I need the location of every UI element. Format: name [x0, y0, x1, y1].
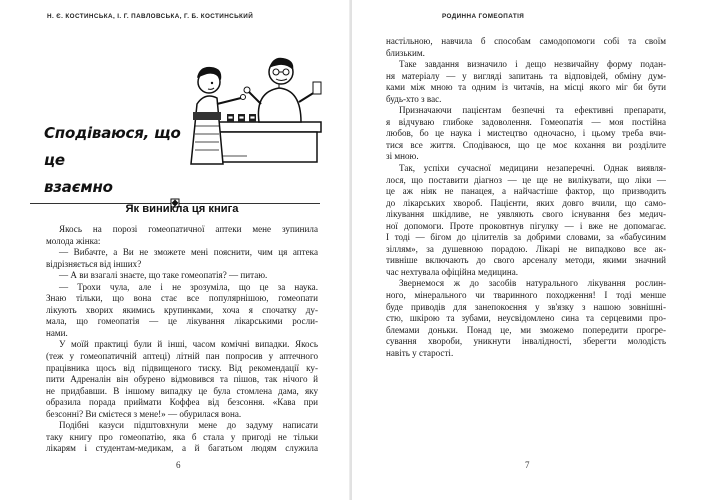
running-head-left: Н. Є. КОСТИНСЬКА, І. Г. ПАВЛОВСЬКА, Г. Б. КОСТИНСЬКИЙ	[47, 13, 254, 20]
text-line: Таке завдання визначило і дещо незвичайну форму подан-	[399, 59, 666, 70]
text-line: сування хвороби, уникнути інвалідності, зберегти молодість	[386, 336, 666, 347]
right-body-text	[386, 36, 666, 359]
text-line: Подібні казуси підштовхнули мене до задуму написати	[59, 420, 318, 431]
page-number-right: 7	[525, 460, 530, 470]
text-line: (теж у гомеопатичній аптеці) літній пан попросив у аптечного	[46, 351, 318, 362]
text-line: відрізняється від інших?	[46, 258, 142, 269]
left-body-text	[46, 224, 318, 455]
text-line: ного, мінерального чи тваринного походження! І тоді менше	[386, 290, 666, 301]
text-line: нами.	[46, 327, 68, 338]
page-number-left: 6	[176, 460, 181, 470]
text-line: ками між мною та одним із читачів, на місці якого міг би бути	[386, 82, 666, 93]
text-line: час нехтувала офіційна медицина.	[386, 266, 519, 277]
text-line: до лікарських хвороб. Пацієнти, яких довго вчили, що само-	[386, 197, 666, 208]
text-line: таку книгу про гомеопатію, яка б стала у пригоді не тільки	[46, 431, 318, 442]
text-line: мала, що гомеопатія — це лікування лікарськими росли-	[46, 316, 318, 327]
text-line: ної допомоги. Проте проковтнув пігулку — і вже не допомагає.	[386, 220, 666, 231]
right-page	[352, 0, 705, 500]
text-line: тивніше включають до свого арсеналу методи, якими значний	[386, 255, 666, 266]
text-line: Призначаючи пацієнтам безпечні та ефективні препарати,	[399, 105, 666, 116]
text-line: любов, бо це наука і мистецтво одночасно, і цьому треба вчи-	[386, 128, 666, 139]
text-line: навіть у старості.	[386, 347, 454, 358]
text-line: не придбавши. В іншому випадку це була стомлена дама, яку	[46, 385, 318, 396]
text-line: зі мною.	[386, 151, 419, 162]
text-line: зіллям», за душевною порадою. Лікарі не випадково все ак-	[386, 243, 666, 254]
text-line: молода жінка:	[46, 235, 101, 246]
text-line: лікують хворих якимись крупинками, хоча я спочатку ду-	[46, 304, 318, 315]
text-line: ня матеріалу — у вигляді запитань та відповідей, обміну дум-	[386, 70, 666, 81]
text-line: І тоді — бігом до цілителів за добрими словами, за «бабусиним	[386, 232, 666, 243]
hero-title-line-2: взаємно	[44, 178, 113, 196]
text-line: я відчуваю глибоке задоволення. Гомеопатія — моя постійна	[386, 116, 666, 127]
text-line: — А ви взагалі знаєте, що таке гомеопатія? — питаю.	[59, 270, 268, 281]
left-page	[0, 0, 350, 500]
text-line: стю, шкірою та зубами, неусвідомлено сина та серцевими про-	[386, 313, 666, 324]
text-line: будь-хто з вас.	[386, 93, 442, 104]
text-line: лікування шкідливе, не уявляють свого існування без медич-	[386, 209, 666, 220]
hero-title-line-1: Сподіваюся, що це	[44, 124, 181, 169]
text-line: Звернемося ж до засобів натурального лікування рослин-	[399, 278, 666, 289]
text-line: пити Адреналін він обурено відмовився та пішов, так нічого й	[46, 374, 318, 385]
text-line: — Трохи чула, але і не зрозуміла, що це за наука.	[59, 281, 318, 292]
text-line: буде приводів для занепокоєння у зв'язку з нашою зовнішні-	[386, 301, 666, 312]
text-line: — Вибачте, а Ви не зможете мені пояснити, чим ця аптека	[59, 247, 318, 258]
text-line: Якось на порозі гомеопатичної аптеки мене зупинила	[59, 224, 318, 234]
text-line: У моїй практиці були й інші, часом комічні випадки. Якось	[59, 339, 318, 350]
text-line: Так, успіхи сучасної медицини незаперечні. Однак виявля-	[399, 163, 666, 174]
text-line: тися все життя. Сподіваюся, що це моє кохання ви розділите	[386, 139, 666, 150]
text-line: настільною, навчила б способам самодопомоги собі та своїм	[386, 36, 666, 46]
text-line: безсонні? Ви смієтеся з мене!» — обурилася вона.	[46, 408, 242, 419]
text-line: працівника щось від підвищеного тиску. Від рекомендації ку-	[46, 362, 318, 373]
chapter-hero-title	[44, 120, 204, 201]
text-line: лося, що поставити діагноз — це ще не вилікувати, що ліки —	[386, 174, 666, 185]
section-title: Як виникла ця книга	[125, 203, 239, 215]
running-head-right: РОДИННА ГОМЕОПАТІЯ	[442, 13, 525, 20]
text-line: образила порада приймати Коффеа від безсоння. «Кава при	[46, 397, 318, 408]
text-line: блемами доньки. Понад це, ми зможемо попередити прогре-	[386, 324, 666, 335]
text-line: це аж ніяк не панацея, а найчастіше фактор, що призводить	[386, 186, 666, 197]
text-line: Знаю тільки, що вона стає все популярнішою, гомеопати	[46, 293, 318, 304]
text-line: близьким.	[386, 47, 425, 58]
cartoon-illustration	[183, 52, 333, 170]
text-line: лікарям і студентам-медикам, а й багатьом людям служила	[46, 443, 318, 454]
chapter-hero	[0, 52, 350, 196]
